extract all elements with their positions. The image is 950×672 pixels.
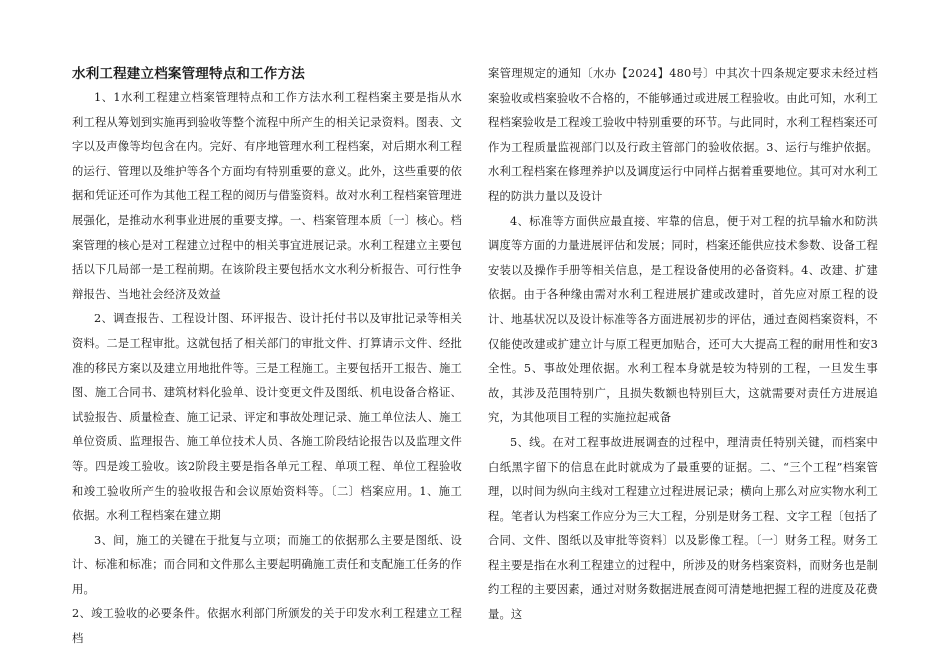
paragraph: 案管理规定的通知〔水办【2024】480号〕中其次十四条规定要求未经过档案验收或档案验收不合格的，不能够通过或进展工程验收。由此可知，水利工程档案验收是工程竣工验收中特别重要的环节。与此同时，水利工程档案还可作为工程质量监视部门以及行政主管部门的验收依据。3、运行与维护依据。水利工程档案在修理养护以及调度运行中同样占据着重要地位。其可对水利工程的防洪力量以及设计	[488, 67, 878, 203]
left-column	[72, 62, 462, 652]
paragraph: 2、竣工验收的必要条件。依据水利部门所颁发的关于印发水利工程建立工程档	[72, 607, 462, 646]
paragraph: 1、1水利工程建立档案管理特点和工作方法水利工程档案主要是指从水利工程从筹划到实施再到验收等整个流程中所产生的相关记录资料。图表、文字以及声像等均包含在内。完好、有序地管理水利工程档案，对后期水利工程的运行、管理以及维护等各个方面均有特别重要的意义。此外，这些重要的依据和凭证还可作为其他工程工程的阅历与借鉴资料。故对水利工程档案管理进展强化，是推动水利事业进展的重要支撑。一、档案管理本质〔一〕核心。档案管理的核心是对工程建立过程中的相关事宜进展记录。水利工程建立主要包括以下几局部一是工程前期。在该阶段主要包括水文水利分析报告、可行性争辩报告、当地社会经济及效益	[72, 91, 462, 301]
paragraph: 3、间，施工的关键在于批复与立项；而施工的依据那么主要是图纸、设计、标准和标准；而合同和文件那么主要起明确施工责任和支配施工任务的作用。	[72, 533, 462, 596]
paragraph: 2、调查报告、工程设计图、环评报告、设计托付书以及审批记录等相关资料。二是工程审批。这就包括了相关部门的审批文件、打算请示文件、经批准的移民方案以及建立用地批件等。三是工程施工。主要包括开工报告、施工图、施工合同书、建筑材料化验单、设计变更文件及图纸、机电设备合格证、试验报告、质量检查、施工记录、评定和事故处理记录、施工单位法人、施工单位资质、监理报告、施工单位技术人员、各施工阶段结论报告以及监理文件等。四是竣工验收。该2阶段主要是指各单元工程、单项工程、单位工程验收和竣工验收所产生的验收报告和会议原始资料等。〔二〕档案应用。1、施工依据。水利工程档案在建立期	[72, 312, 462, 523]
document-title: 水利工程建立档案管理特点和工作方法	[72, 66, 305, 82]
right-column	[488, 62, 878, 628]
paragraph: 5、线。在对工程事故进展调查的过程中，理清责任特别关键，而档案中白纸黑字留下的信息在此时就成为了最重要的证据。二、“三个工程”档案管理，以时间为纵向主线对工程建立过程进展记录；横向上那么对应实物水利工程。笔者认为档案工作应分为三大工程，分别是财务工程、文字工程〔包括了合同、文件、图纸以及审批等资料〕以及影像工程。〔一〕财务工程。财务工程主要是指在水利工程建立的过程中，所涉及的财务档案资料，而财务也是制约工程的主要因素，通过对财务数据进展查阅可清楚地把握工程的进度及花费量。这	[488, 435, 878, 622]
paragraph: 4、标准等方面供应最直接、牢靠的信息，便于对工程的抗旱输水和防洪调度等方面的力量进展评估和发展；同时，档案还能供应技术参数、设备工程安装以及操作手册等相关信息，是工程设备使用的必备资料。4、改建、扩建依据。由于各种缘由需对水利工程进展扩建或改建时，首先应对原工程的设计、地基状况以及设计标准等各方面进展初步的评估，通过查阅档案资料，不仅能使改建或扩建立计与原工程更加贴合，还可大大提高工程的耐用性和安3全性。5、事故处理依据。水利工程本身就是较为特别的工程，一旦发生事故，其涉及范围特别广，且损失数额也特别巨大，这就需要对责任方进展追究，为其他项目工程的实施拉起戒备	[488, 214, 878, 425]
